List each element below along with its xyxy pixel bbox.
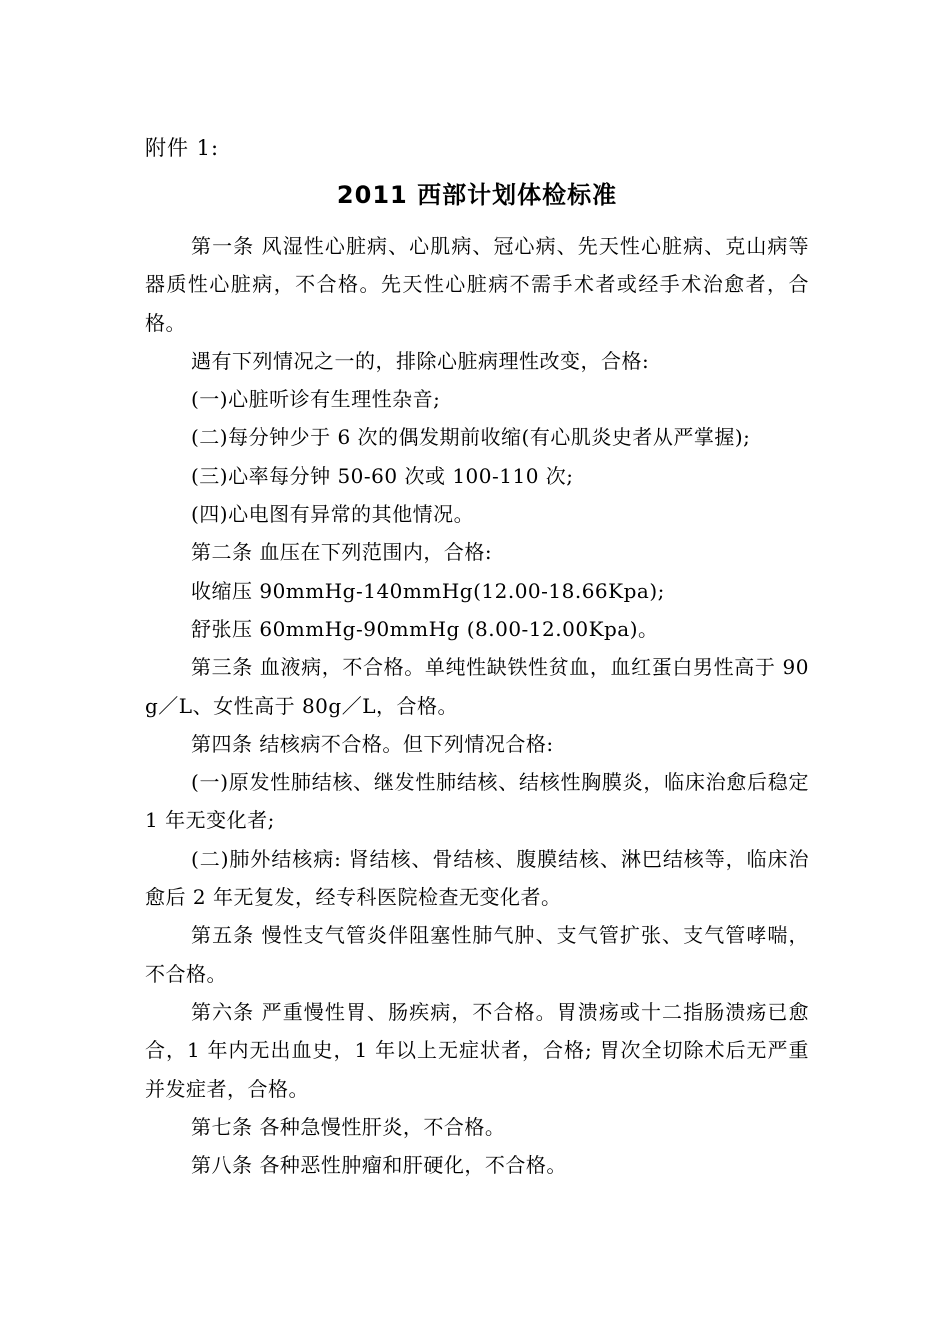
paragraph-article-1: 第一条 风湿性心脏病、心肌病、冠心病、先天性心脏病、克山病等器质性心脏病，不合格。先天性心脏病不需手术者或经手术治愈者，合格。 xyxy=(145,234,809,335)
paragraph-heart-item-1: (一)心脏听诊有生理性杂音; xyxy=(191,387,441,412)
paragraph-article-5: 第五条 慢性支气管炎伴阻塞性肺气肿、支气管扩张、支气管哮喘，不合格。 xyxy=(145,923,809,986)
paragraph-heart-item-3: (三)心率每分钟 50-60 次或 100-110 次; xyxy=(191,463,574,488)
paragraph-systolic: 收缩压 90mmHg-140mmHg(12.00-18.66Kpa); xyxy=(191,578,665,603)
document-page xyxy=(145,133,809,1184)
paragraph-article-6: 第六条 严重慢性胃、肠疾病，不合格。胃溃疡或十二指肠溃疡已愈合，1 年内无出血史，1 年以上无症状者，合格; 胃次全切除术后无严重并发症者，合格。 xyxy=(145,999,809,1101)
document-body xyxy=(145,227,809,1184)
paragraph-article-2: 第二条 血压在下列范围内，合格: xyxy=(191,540,493,565)
document-title: 2011 西部计划体检标准 xyxy=(336,181,618,209)
paragraph-article-7: 第七条 各种急慢性肝炎，不合格。 xyxy=(191,1114,506,1139)
paragraph-tb-item-2: (二)肺外结核病: 肾结核、骨结核、腹膜结核、淋巴结核等，临床治愈后 2 年无复发，经专科医院检查无变化者。 xyxy=(145,846,809,910)
paragraph-heart-item-2: (二)每分钟少于 6 次的偶发期前收缩(有心肌炎史者从严掌握); xyxy=(191,425,751,450)
paragraph-diastolic: 舒张压 60mmHg-90mmHg (8.00-12.00Kpa)。 xyxy=(191,616,659,641)
paragraph-article-3: 第三条 血液病，不合格。单纯性缺铁性贫血，血红蛋白男性高于 90g／L、女性高于 80g／L，合格。 xyxy=(145,655,809,718)
paragraph-tb-item-1: (一)原发性肺结核、继发性肺结核、结核性胸膜炎，临床治愈后稳定 1 年无变化者; xyxy=(145,770,809,833)
paragraph-article-8: 第八条 各种恶性肿瘤和肝硬化，不合格。 xyxy=(191,1153,567,1178)
paragraph-heart-item-4: (四)心电图有异常的其他情况。 xyxy=(191,502,475,527)
paragraph-article-4: 第四条 结核病不合格。但下列情况合格: xyxy=(191,731,554,756)
annex-label: 附件 1: xyxy=(145,136,220,160)
paragraph-heart-exceptions: 遇有下列情况之一的，排除心脏病理性改变，合格: xyxy=(191,348,650,373)
